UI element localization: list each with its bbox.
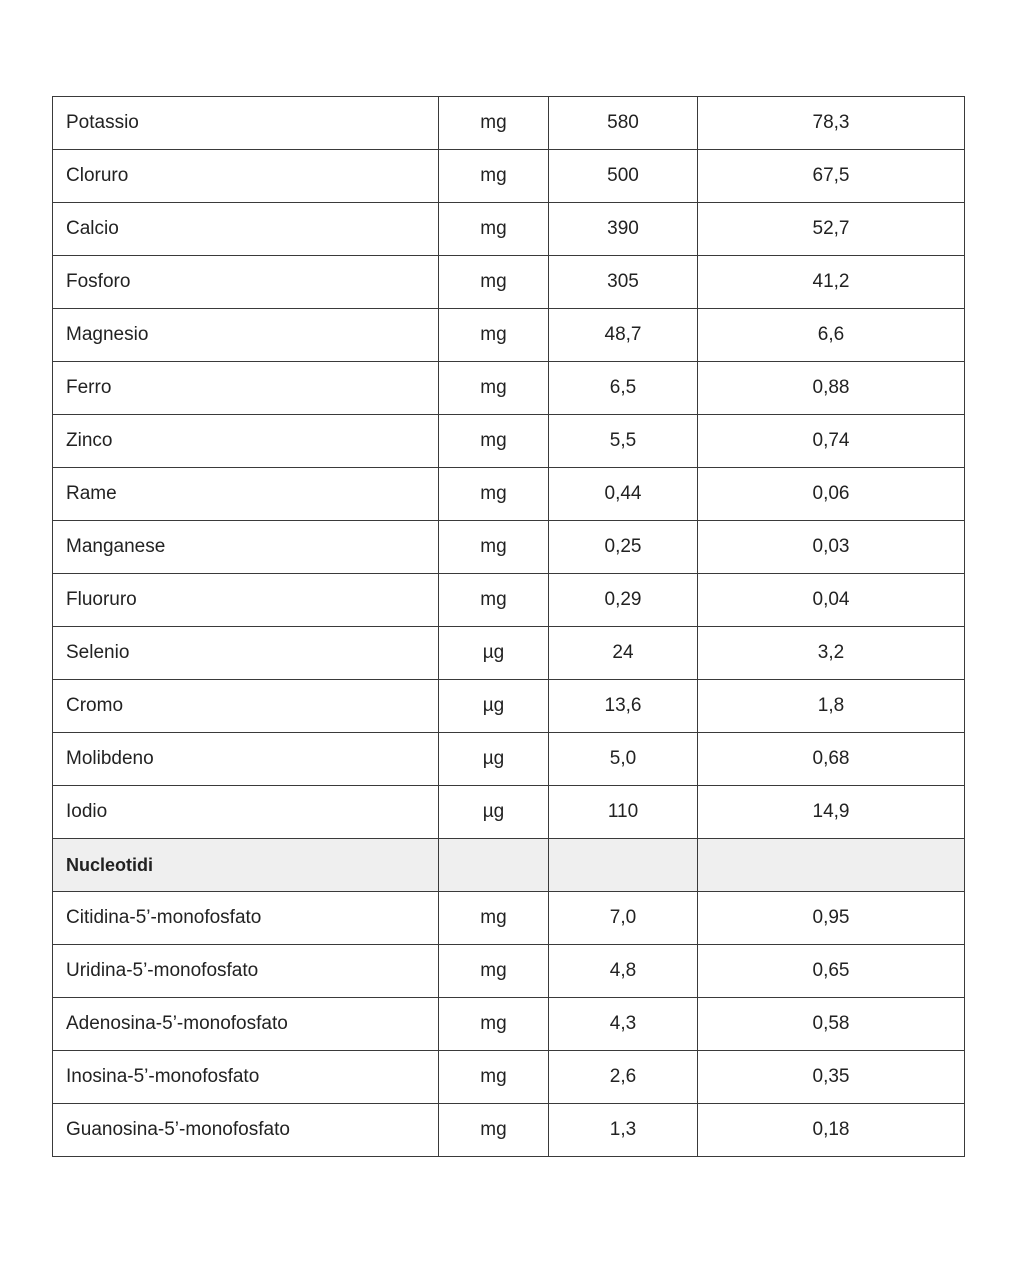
empty-cell bbox=[698, 839, 965, 892]
nutrient-value-a: 0,29 bbox=[549, 574, 698, 627]
nutrient-name: Citidina-5’-monofosfato bbox=[53, 892, 439, 945]
nutrient-value-a: 24 bbox=[549, 627, 698, 680]
nutrient-value-b: 0,65 bbox=[698, 945, 965, 998]
nutrient-value-b: 78,3 bbox=[698, 97, 965, 150]
table-row bbox=[53, 521, 965, 574]
nutrient-unit: mg bbox=[439, 892, 549, 945]
nutrient-name: Guanosina-5’-monofosfato bbox=[53, 1104, 439, 1157]
nutrient-name: Selenio bbox=[53, 627, 439, 680]
table-row bbox=[53, 998, 965, 1051]
table-row bbox=[53, 574, 965, 627]
nutrient-name: Iodio bbox=[53, 786, 439, 839]
table-row bbox=[53, 1104, 965, 1157]
nutrient-name: Fluoruro bbox=[53, 574, 439, 627]
nutrient-name: Ferro bbox=[53, 362, 439, 415]
nutrient-unit: µg bbox=[439, 733, 549, 786]
nutrient-value-a: 5,5 bbox=[549, 415, 698, 468]
nutrient-name: Calcio bbox=[53, 203, 439, 256]
empty-cell bbox=[439, 839, 549, 892]
nutrient-value-a: 0,25 bbox=[549, 521, 698, 574]
table-row bbox=[53, 627, 965, 680]
table-row bbox=[53, 945, 965, 998]
nutrient-value-b: 0,06 bbox=[698, 468, 965, 521]
nutrient-value-a: 0,44 bbox=[549, 468, 698, 521]
nutrient-unit: mg bbox=[439, 97, 549, 150]
table-row bbox=[53, 1051, 965, 1104]
nutrient-value-a: 4,3 bbox=[549, 998, 698, 1051]
nutrient-value-b: 0,95 bbox=[698, 892, 965, 945]
nutrient-value-b: 67,5 bbox=[698, 150, 965, 203]
nutrient-unit: mg bbox=[439, 309, 549, 362]
nutrient-name: Potassio bbox=[53, 97, 439, 150]
section-title: Nucleotidi bbox=[53, 839, 439, 892]
nutrient-unit: mg bbox=[439, 203, 549, 256]
section-header-row bbox=[53, 839, 965, 892]
table-row bbox=[53, 733, 965, 786]
table-row bbox=[53, 786, 965, 839]
nutrient-unit: mg bbox=[439, 362, 549, 415]
nutrient-value-b: 1,8 bbox=[698, 680, 965, 733]
nutrient-value-b: 52,7 bbox=[698, 203, 965, 256]
nutrient-value-b: 0,04 bbox=[698, 574, 965, 627]
nutrient-value-a: 500 bbox=[549, 150, 698, 203]
nutrient-name: Cloruro bbox=[53, 150, 439, 203]
nutrient-unit: mg bbox=[439, 256, 549, 309]
nutrient-value-a: 48,7 bbox=[549, 309, 698, 362]
table-row bbox=[53, 892, 965, 945]
nutrient-unit: µg bbox=[439, 786, 549, 839]
nutrient-value-a: 110 bbox=[549, 786, 698, 839]
nutrient-value-b: 41,2 bbox=[698, 256, 965, 309]
nutrient-value-b: 0,18 bbox=[698, 1104, 965, 1157]
nutrient-name: Uridina-5’-monofosfato bbox=[53, 945, 439, 998]
nutrient-value-b: 0,88 bbox=[698, 362, 965, 415]
nutrient-unit: µg bbox=[439, 627, 549, 680]
nutrient-unit: mg bbox=[439, 521, 549, 574]
nutrient-name: Adenosina-5’-monofosfato bbox=[53, 998, 439, 1051]
nutrient-unit: µg bbox=[439, 680, 549, 733]
table-row bbox=[53, 362, 965, 415]
nutrient-value-a: 13,6 bbox=[549, 680, 698, 733]
nutrient-name: Inosina-5’-monofosfato bbox=[53, 1051, 439, 1104]
nutrient-value-a: 580 bbox=[549, 97, 698, 150]
nutrient-unit: mg bbox=[439, 415, 549, 468]
nutrient-unit: mg bbox=[439, 150, 549, 203]
nutrient-unit: mg bbox=[439, 1104, 549, 1157]
nutrient-unit: mg bbox=[439, 1051, 549, 1104]
nutrient-unit: mg bbox=[439, 468, 549, 521]
nutrient-unit: mg bbox=[439, 998, 549, 1051]
nutrient-value-a: 1,3 bbox=[549, 1104, 698, 1157]
table-row bbox=[53, 680, 965, 733]
nutrient-unit: mg bbox=[439, 945, 549, 998]
empty-cell bbox=[549, 839, 698, 892]
nutrient-value-a: 5,0 bbox=[549, 733, 698, 786]
nutrient-name: Rame bbox=[53, 468, 439, 521]
nutrient-value-b: 14,9 bbox=[698, 786, 965, 839]
table-row bbox=[53, 415, 965, 468]
nutrient-value-b: 0,74 bbox=[698, 415, 965, 468]
nutrient-value-b: 6,6 bbox=[698, 309, 965, 362]
nutrient-name: Zinco bbox=[53, 415, 439, 468]
nutrition-table bbox=[52, 96, 965, 1157]
nutrient-value-b: 0,03 bbox=[698, 521, 965, 574]
nutrient-name: Manganese bbox=[53, 521, 439, 574]
nutrient-value-a: 6,5 bbox=[549, 362, 698, 415]
nutrient-value-a: 390 bbox=[549, 203, 698, 256]
table-row bbox=[53, 256, 965, 309]
nutrient-unit: mg bbox=[439, 574, 549, 627]
table-row bbox=[53, 203, 965, 256]
nutrient-value-a: 2,6 bbox=[549, 1051, 698, 1104]
nutrient-value-a: 4,8 bbox=[549, 945, 698, 998]
table-row bbox=[53, 97, 965, 150]
nutrient-value-b: 0,68 bbox=[698, 733, 965, 786]
nutrient-value-b: 3,2 bbox=[698, 627, 965, 680]
table-row bbox=[53, 309, 965, 362]
nutrient-name: Cromo bbox=[53, 680, 439, 733]
nutrient-value-a: 305 bbox=[549, 256, 698, 309]
table-row bbox=[53, 468, 965, 521]
nutrient-name: Molibdeno bbox=[53, 733, 439, 786]
nutrient-value-b: 0,58 bbox=[698, 998, 965, 1051]
nutrient-value-b: 0,35 bbox=[698, 1051, 965, 1104]
nutrient-value-a: 7,0 bbox=[549, 892, 698, 945]
table-row bbox=[53, 150, 965, 203]
nutrient-name: Magnesio bbox=[53, 309, 439, 362]
nutrient-name: Fosforo bbox=[53, 256, 439, 309]
